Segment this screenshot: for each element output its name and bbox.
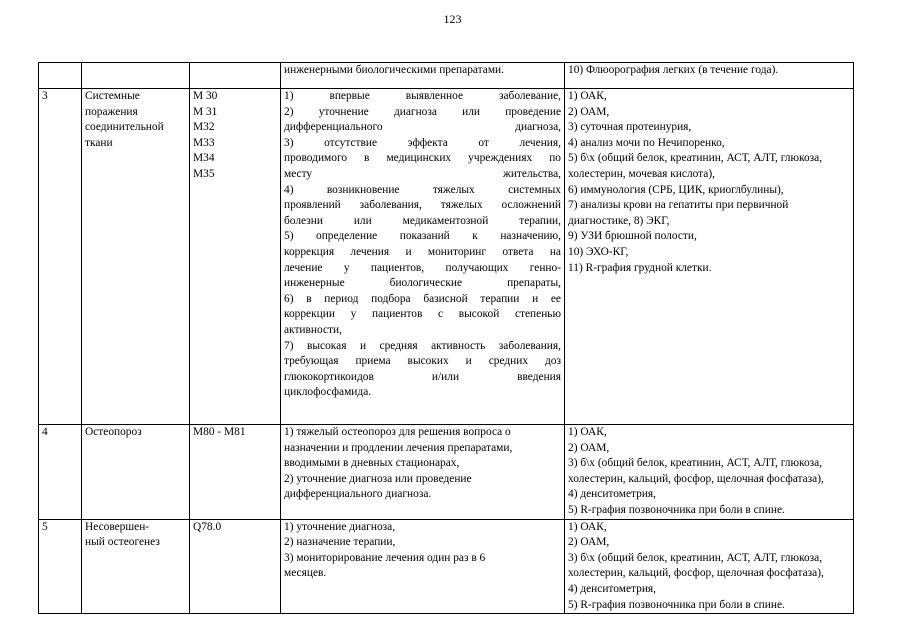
cell-line: 3) б\х (общий белок, креатинин, АСТ, АЛТ, глюкоза, (568, 551, 823, 564)
cell-line: ный остеогенез (85, 536, 160, 549)
icd-code-cell (190, 519, 281, 614)
table-row (39, 425, 854, 520)
disease-cell (82, 425, 190, 520)
cell-line: 4) денситометрия, (568, 488, 656, 501)
cell-line: М 30 (193, 90, 218, 102)
disease-table (38, 62, 854, 614)
disease-cell (82, 519, 190, 614)
cell-line: вводимыми в дневных стационарах, (284, 457, 460, 470)
cell-line: 4) анализ мочи по Нечипоренко, (568, 136, 725, 149)
cell-line: М34 (193, 152, 215, 165)
cell-line: инженерными биологическими препаратами. (284, 64, 504, 76)
cell-line: дифференциального диагноза. (284, 488, 432, 501)
row-number-cell (39, 63, 82, 89)
cell-line: глюкокортикоидов и/или введения (284, 370, 561, 383)
cell-line: Q78.0 (193, 520, 222, 533)
cell-line: 1) тяжелый остеопороз для решения вопроса о (284, 426, 511, 438)
examinations-cell (565, 63, 854, 89)
row-number: 4 (42, 426, 48, 438)
cell-line: 1) ОАК, (568, 90, 607, 102)
cell-line: 10) ЭХО-КГ, (568, 245, 629, 258)
cell-line: 5) определение показаний к назначению, (284, 230, 561, 243)
row-number-cell (39, 519, 82, 614)
cell-line: М80 - М81 (193, 426, 246, 438)
cell-line: 3) б\х (общий белок, креатинин, АСТ, АЛТ, глюкоза, (568, 457, 823, 470)
cell-line: 7) анализы крови на гепатиты при первичной (568, 199, 789, 212)
cell-line: коррекции у пациентов с высокой степенью (284, 308, 561, 321)
cell-line: 1) ОАК, (568, 520, 607, 533)
criteria-cell (281, 425, 565, 520)
cell-line: 2) назначение терапии, (284, 536, 396, 549)
cell-line: 10) Флюорография легких (в течение года). (568, 64, 779, 76)
cell-line: М35 (193, 167, 215, 180)
cell-line: проявлений заболевания, тяжелых осложнений (284, 199, 561, 212)
cell-line: 4) возникновение тяжелых системных (284, 183, 561, 196)
cell-line: 2) уточнение диагноза или проведение (284, 105, 561, 118)
cell-line: 1) впервые выявленное заболевание, (284, 90, 561, 102)
cell-line: 4) денситометрия, (568, 582, 656, 595)
cell-line: 1) ОАК, (568, 426, 607, 438)
cell-line: холестерин, кальций, фосфор, щелочная фосфатаза), (568, 567, 824, 580)
cell-line: лечение у пациентов, получающих генно- (284, 261, 561, 274)
cell-line: назначении и продлении лечения препаратами, (284, 441, 513, 454)
cell-line: месяцев. (284, 567, 327, 580)
cell-line: холестерин, кальций, фосфор, щелочная фосфатаза), (568, 472, 824, 485)
cell-line: 3) отсутствие эффекта от лечения, (284, 136, 561, 149)
row-number: 3 (42, 90, 48, 102)
cell-line: требующая приема высоких и средних доз (284, 355, 561, 368)
criteria-cell (281, 63, 565, 89)
cell-line: М32 (193, 121, 215, 134)
cell-line: 9) УЗИ брюшной полости, (568, 230, 697, 243)
page-number: 123 (443, 12, 462, 26)
cell-line: 5) R-графия позвоночника при боли в спине. (568, 503, 785, 516)
cell-line: 3) суточная протеинурия, (568, 121, 692, 134)
cell-line: 11) R-графия грудной клетки. (568, 261, 712, 274)
disease-cell (82, 63, 190, 89)
cell-line: дифференциального диагноза, (284, 121, 561, 134)
row-number-cell (39, 425, 82, 520)
cell-line: болезни или медикаментозной терапии, (284, 214, 561, 227)
examinations-cell (565, 425, 854, 520)
cell-line: проводимого в медицинских учреждениях по (284, 152, 561, 165)
cell-line: 6) иммунология (СРБ, ЦИК, криоглбулины), (568, 183, 784, 196)
cell-line: соединительной (85, 121, 164, 134)
cell-line: 1) уточнение диагноза, (284, 520, 396, 533)
cell-line: М33 (193, 136, 215, 149)
cell-line: 2) ОАМ, (568, 536, 610, 549)
table-row (39, 63, 854, 89)
row-number-cell (39, 89, 82, 425)
cell-line: месту жительства, (284, 167, 561, 180)
table-row (39, 89, 854, 425)
icd-code-cell (190, 63, 281, 89)
icd-code-cell (190, 89, 281, 425)
row-number: 5 (42, 520, 48, 533)
examinations-cell (565, 89, 854, 425)
cell-line: диагностике, 8) ЭКГ, (568, 214, 670, 227)
cell-line: М 31 (193, 105, 218, 118)
cell-line: ткани (85, 136, 113, 149)
cell-line: активности, (284, 323, 342, 336)
cell-line: Остеопороз (85, 426, 142, 438)
criteria-cell (281, 89, 565, 425)
cell-line: 2) ОАМ, (568, 441, 610, 454)
icd-code-cell (190, 425, 281, 520)
disease-cell (82, 89, 190, 425)
criteria-cell (281, 519, 565, 614)
cell-line: коррекция лечения и мониторинг ответа на (284, 245, 561, 258)
cell-line: холестерин, мочевая кислота), (568, 167, 715, 180)
cell-line: 6) в период подбора базисной терапии и ее (284, 292, 561, 305)
cell-line: циклофосфамида. (284, 386, 372, 399)
cell-line: 7) высокая и средняя активность заболевания, (284, 339, 561, 352)
cell-line: поражения (85, 105, 138, 118)
cell-line: 2) уточнение диагноза или проведение (284, 472, 472, 485)
cell-line: Несовершен- (85, 520, 150, 533)
cell-line: Системные (85, 90, 140, 102)
examinations-cell (565, 519, 854, 614)
cell-line: 2) ОАМ, (568, 105, 610, 118)
cell-line: 3) мониторирование лечения один раз в 6 (284, 551, 486, 564)
table-row (39, 519, 854, 614)
cell-line: 5) б\х (общий белок, креатинин, АСТ, АЛТ, глюкоза, (568, 152, 823, 165)
cell-line: инженерные биологические препараты, (284, 277, 561, 290)
cell-line: 5) R-графия позвоночника при боли в спине. (568, 598, 785, 611)
